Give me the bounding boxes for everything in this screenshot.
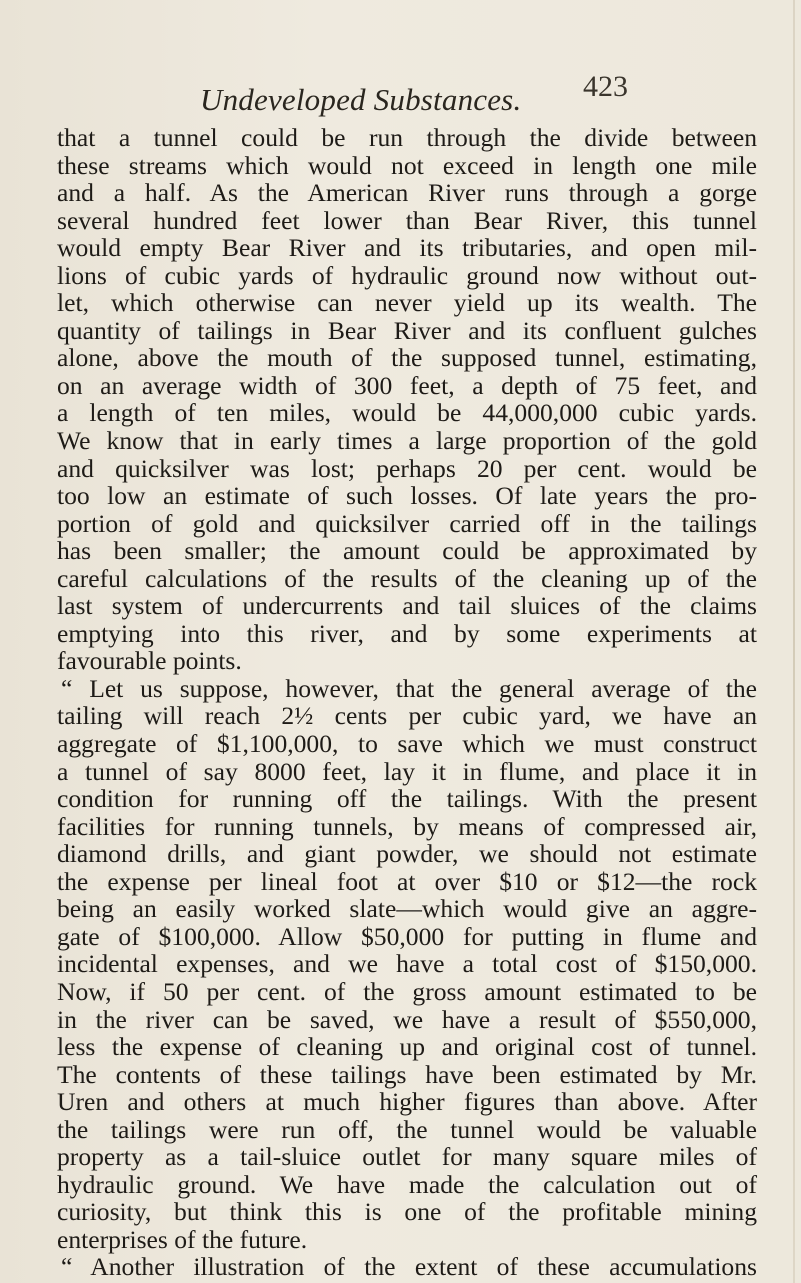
text-line: facilities for running tunnels, by means of compressed air,	[57, 811, 757, 841]
text-line: would empty Bear River and its tributaries, and open mil-	[57, 233, 757, 263]
text-line: The contents of these tailings have been estimated by Mr.	[57, 1059, 757, 1089]
text-line: several hundred feet lower than Bear River, this tunnel	[57, 205, 757, 235]
text-line: careful calculations of the results of the cleaning up of the	[57, 563, 757, 593]
text-line: a length of ten miles, would be 44,000,000 cubic yards.	[57, 398, 757, 428]
text-line: emptying into this river, and by some experiments at	[57, 618, 757, 648]
body-text	[57, 124, 757, 1281]
text-line: last system of undercurrents and tail sluices of the claims	[57, 591, 757, 621]
text-line: quantity of tailings in Bear River and its confluent gulches	[57, 315, 757, 345]
text-line: curiosity, but think this is one of the profitable mining	[57, 1197, 757, 1227]
text-line: the expense per lineal foot at over $10 or $12—the rock	[57, 866, 757, 896]
text-line: favourable points.	[57, 646, 242, 676]
text-line: “ Another illustration of the extent of these accumulations	[61, 1252, 757, 1282]
text-line: that a tunnel could be run through the divide between	[57, 123, 757, 152]
text-line: let, which otherwise can never yield up its wealth. The	[57, 288, 757, 318]
text-line: too low an estimate of such losses. Of late years the pro-	[57, 481, 757, 511]
text-line: alone, above the mouth of the supposed tunnel, estimating,	[57, 343, 757, 373]
text-line: being an easily worked slate—which would give an aggre-	[57, 894, 757, 924]
text-line: and quicksilver was lost; perhaps 20 per cent. would be	[57, 453, 757, 483]
text-line: condition for running off the tailings. With the present	[57, 784, 757, 814]
text-line: a tunnel of say 8000 feet, lay it in flume, and place it in	[57, 756, 757, 786]
text-line: hydraulic ground. We have made the calculation out of	[57, 1169, 757, 1199]
text-line: in the river can be saved, we have a result of $550,000,	[57, 1004, 757, 1034]
text-line: less the expense of cleaning up and original cost of tunnel.	[57, 1032, 757, 1062]
text-line: diamond drills, and giant powder, we should not estimate	[57, 839, 757, 869]
text-line: aggregate of $1,100,000, to save which we must construct	[57, 729, 757, 759]
text-line: on an average width of 300 feet, a depth of 75 feet, and	[57, 370, 757, 400]
text-line: tailing will reach 2½ cents per cubic yard, we have an	[57, 701, 757, 731]
text-line: Now, if 50 per cent. of the gross amount estimated to be	[57, 976, 757, 1006]
text-line: incidental expenses, and we have a total cost of $150,000.	[57, 949, 757, 979]
text-line: portion of gold and quicksilver carried off in the tailings	[57, 508, 757, 538]
text-line: and a half. As the American River runs through a gorge	[57, 178, 757, 208]
page-number: 423	[583, 70, 628, 103]
text-line: Uren and others at much higher figures than above. After	[57, 1087, 757, 1117]
text-line: lions of cubic yards of hydraulic ground now without out-	[57, 260, 757, 290]
text-line: the tailings were run off, the tunnel would be valuable	[57, 1114, 757, 1144]
text-line: these streams which would not exceed in length one mile	[57, 150, 757, 180]
text-line: has been smaller; the amount could be approximated by	[57, 536, 757, 566]
text-line: “ Let us suppose, however, that the general average of the	[61, 673, 757, 703]
text-line: We know that in early times a large proportion of the gold	[57, 426, 757, 456]
running-head: Undeveloped Substances.	[200, 82, 522, 117]
text-line: property as a tail-sluice outlet for many square miles of	[57, 1142, 757, 1172]
page-edge	[793, 0, 795, 1283]
text-line: enterprises of the future.	[57, 1224, 308, 1254]
text-line: gate of $100,000. Allow $50,000 for putting in flume and	[57, 921, 757, 951]
